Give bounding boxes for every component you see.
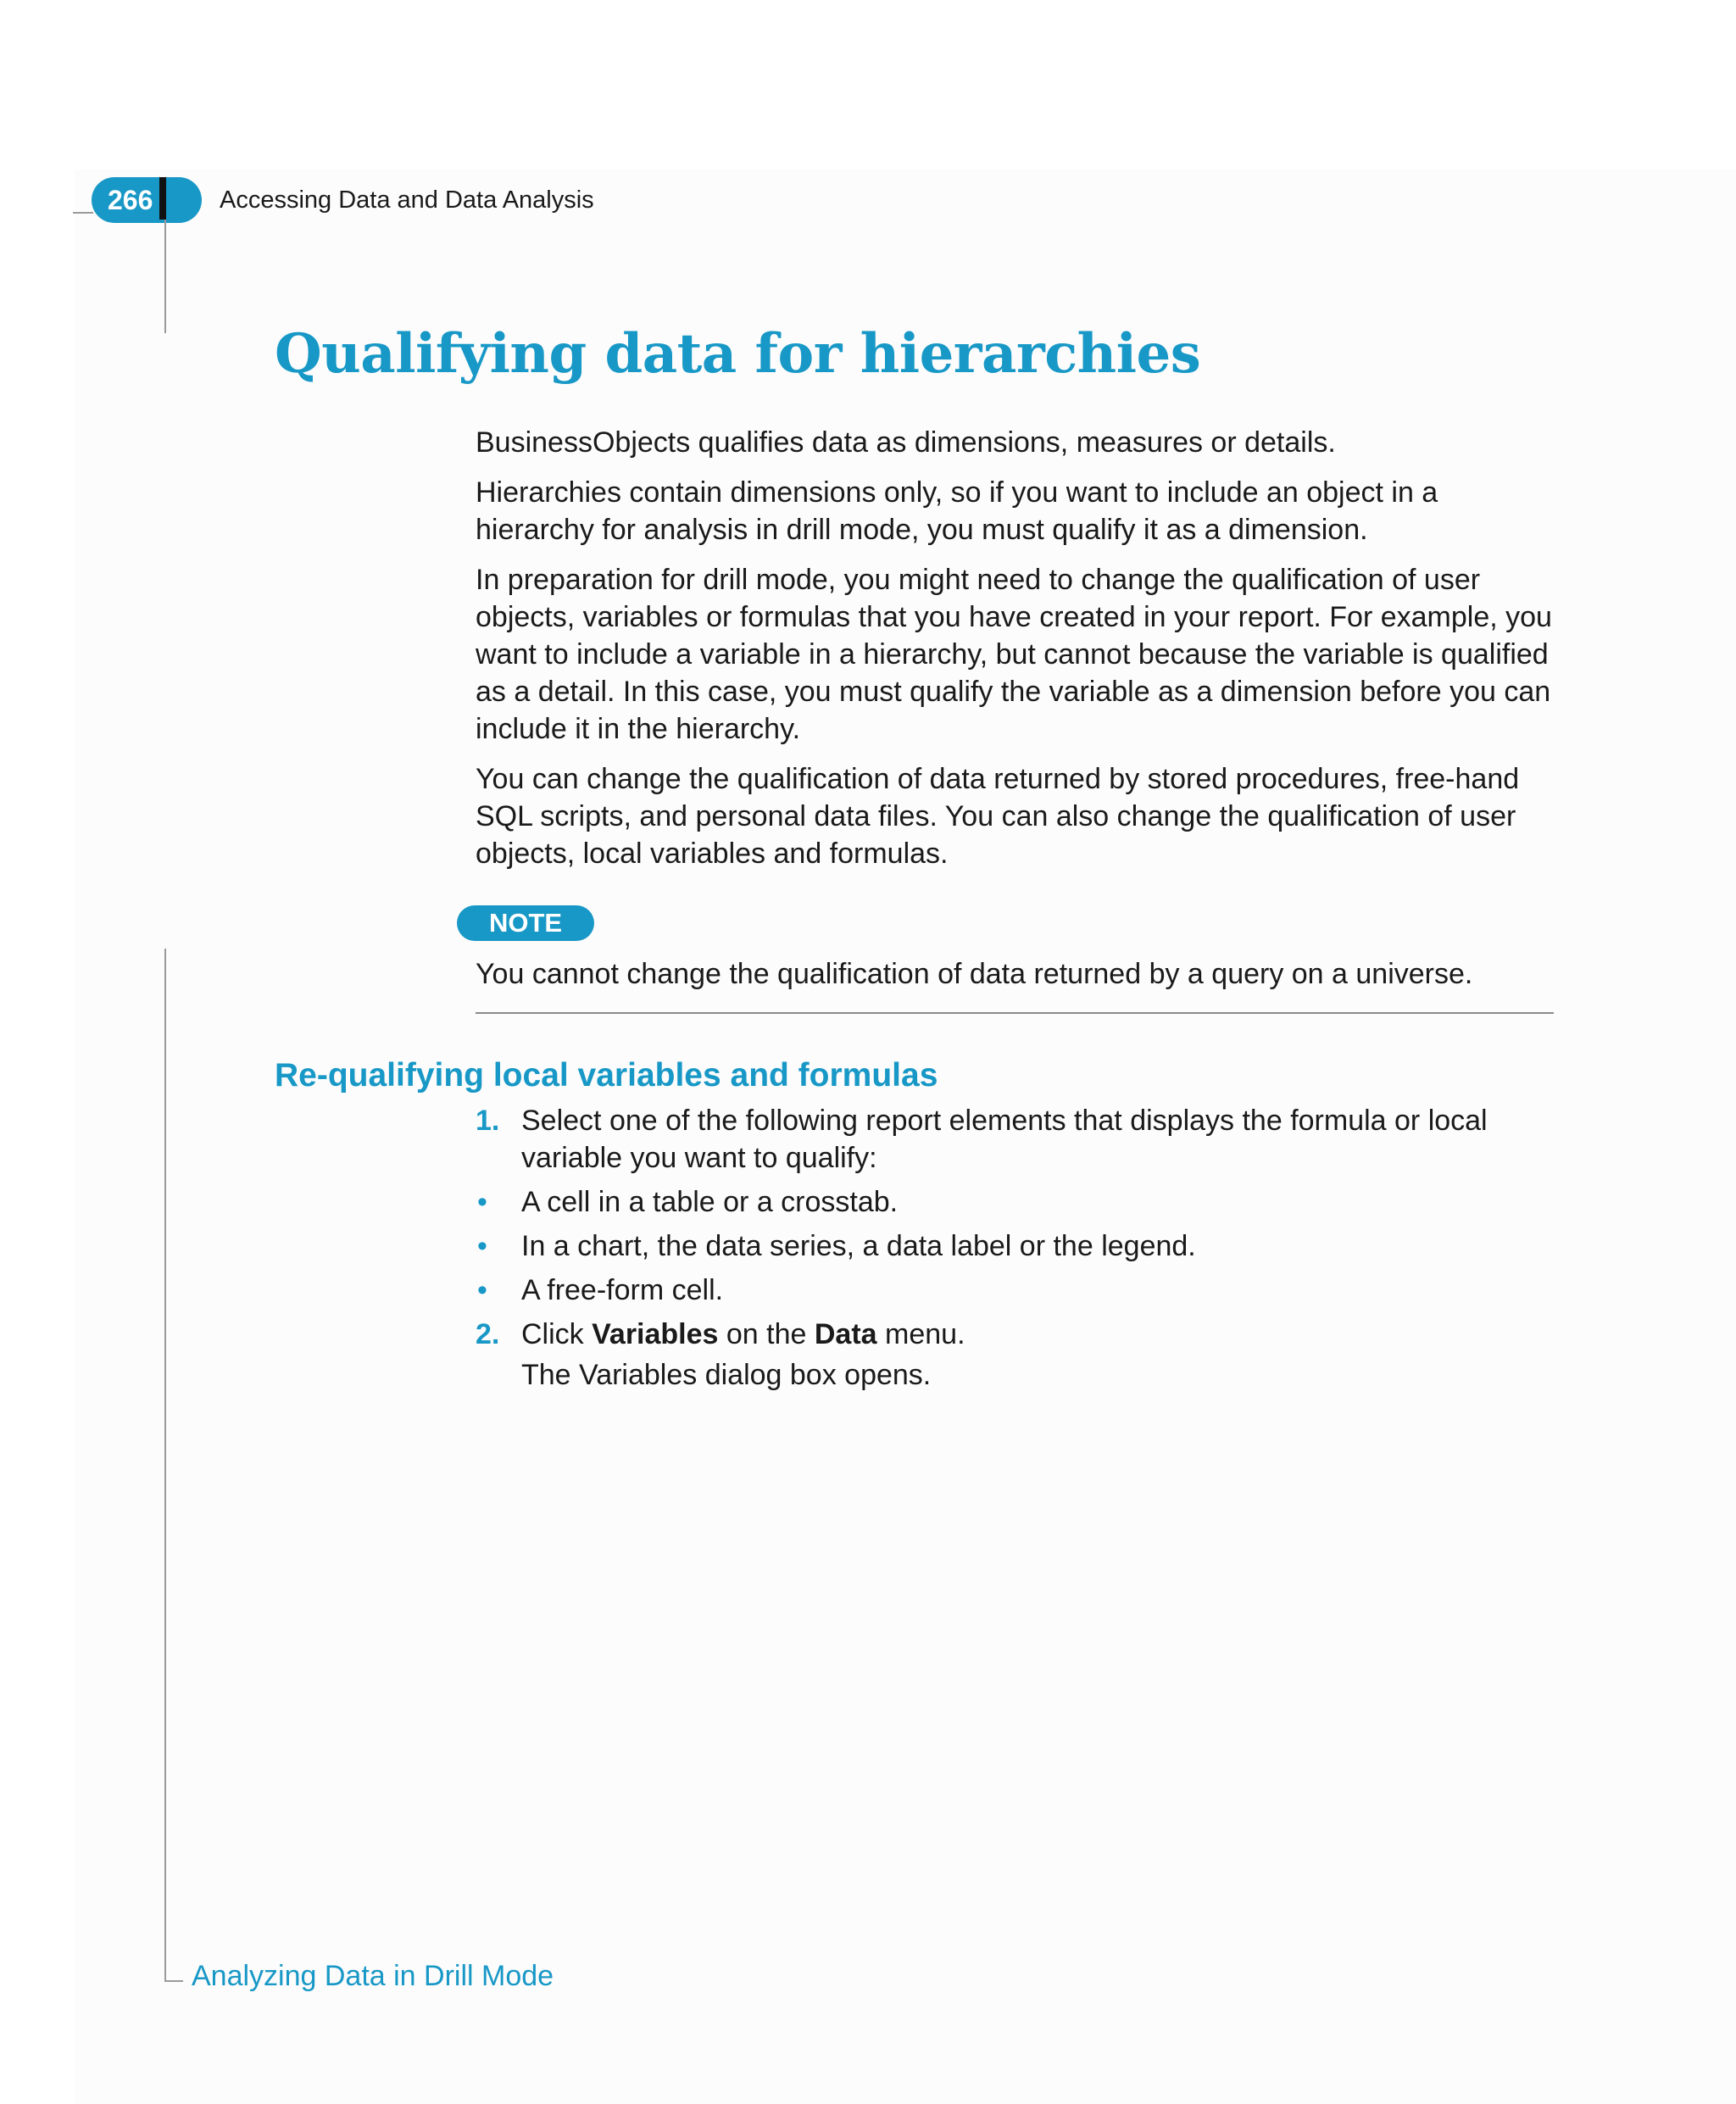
note-badge: NOTE xyxy=(457,905,594,941)
variables-menu-item: Variables xyxy=(592,1318,719,1350)
step-2 xyxy=(476,1316,1569,1353)
bullet-icon: • xyxy=(477,1186,487,1218)
step-text-menu: menu. xyxy=(876,1318,965,1350)
bullet-text: In a chart, the data series, a data label or the legend. xyxy=(521,1230,1196,1262)
data-menu-name: Data xyxy=(814,1318,877,1350)
section-body xyxy=(476,424,1561,885)
paragraph: Hierarchies contain dimensions only, so if you want to include an object in a hierarchy for analysis in drill mode, you must qualify it as a dimension. xyxy=(476,476,1438,546)
margin-rule-bottom xyxy=(164,949,166,1981)
step-text-on-the: on the xyxy=(718,1318,815,1350)
margin-rule-foot xyxy=(164,1980,183,1982)
margin-rule-top xyxy=(164,220,166,333)
bullet-item xyxy=(476,1183,1569,1221)
note-text: You cannot change the qualification of data returned by a query on a universe. xyxy=(476,958,1473,990)
page-tab-marker xyxy=(159,177,166,220)
paragraph: BusinessObjects qualifies data as dimensions, measures or details. xyxy=(476,426,1336,459)
bullet-text: A free-form cell. xyxy=(521,1274,724,1306)
paragraph: In preparation for drill mode, you might need to change the qualification of user objects, variables or formulas that you have created in your report. For example, you want to include a variable in a hierarchy, but cannot because the variable is qualified as a detail. In this case, you must qualify the variable as a dimension before you can include it in the hierarchy. xyxy=(476,564,1552,745)
note-divider xyxy=(476,1012,1554,1014)
header-rule xyxy=(73,212,93,214)
step-text-click: Click xyxy=(521,1318,593,1350)
step-number: 1. xyxy=(476,1105,500,1137)
procedure-steps xyxy=(476,1102,1569,1400)
section-title: Qualifying data for hierarchies xyxy=(275,322,1201,386)
page-number: 266 xyxy=(108,185,153,215)
step-2-result xyxy=(476,1356,1569,1394)
chapter-title: Accessing Data and Data Analysis xyxy=(220,186,594,214)
bullet-item xyxy=(476,1227,1569,1265)
footer-section-title: Analyzing Data in Drill Mode xyxy=(192,1960,554,1992)
step-number: 2. xyxy=(476,1318,500,1350)
bullet-icon: • xyxy=(477,1230,487,1262)
step-result-text: The Variables dialog box opens. xyxy=(521,1359,932,1391)
paragraph: You can change the qualification of data returned by stored procedures, free-hand SQL scripts, and personal data files. You can also change the qualification of user objects, local variables and formulas. xyxy=(476,763,1520,870)
bullet-item xyxy=(476,1272,1569,1309)
step-1 xyxy=(476,1102,1569,1177)
subsection-title: Re-qualifying local variables and formulas xyxy=(275,1057,938,1094)
bullet-text: A cell in a table or a crosstab. xyxy=(521,1186,899,1218)
bullet-icon: • xyxy=(477,1274,487,1306)
step-text: Select one of the following report elements that displays the formula or local variable you want to qualify: xyxy=(521,1105,1488,1174)
